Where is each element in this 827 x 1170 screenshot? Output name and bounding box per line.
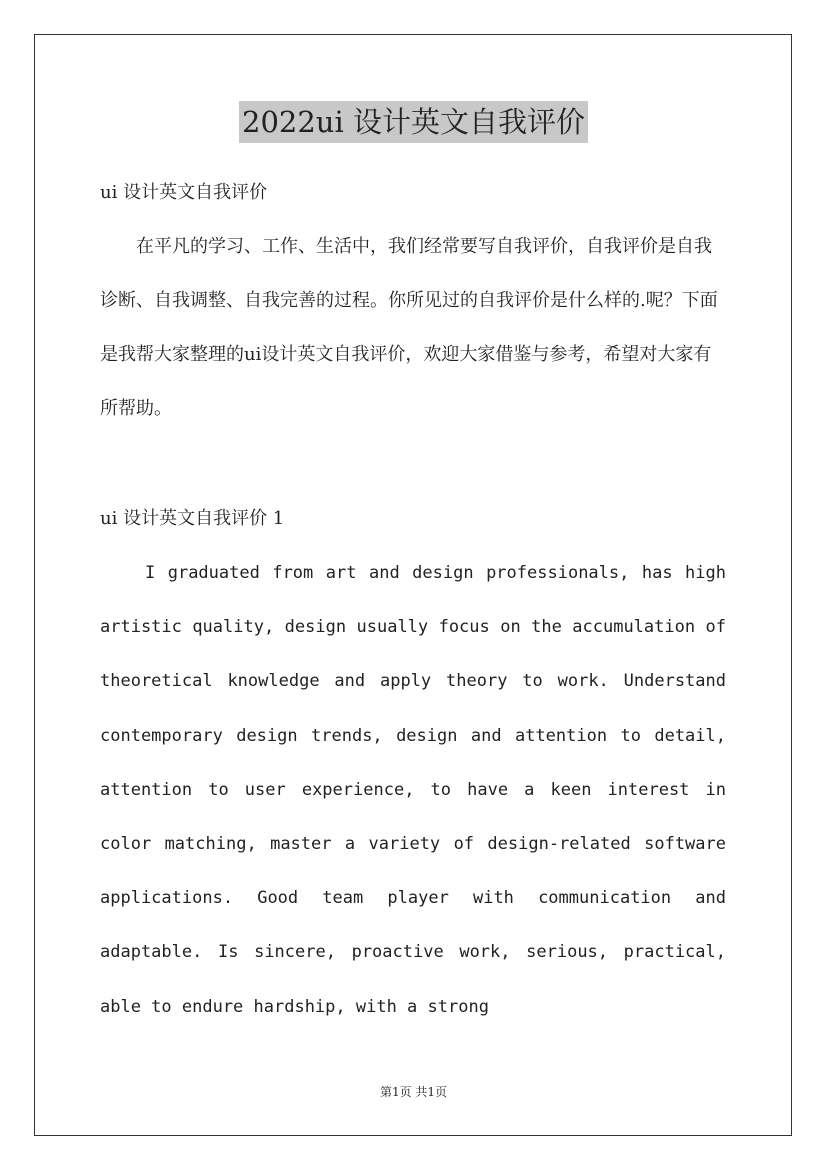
intro-paragraph: 在平凡的学习、工作、生活中，我们经常要写自我评价，自我评价是自我诊断、自我调整、自我完善的过程。你所见过的自我评价是什么样的.呢？下面是我帮大家整理的ui设计英文自我评价，欢迎大家借鉴与参考，希望对大家有所帮助。	[100, 236, 718, 419]
title-container	[0, 101, 827, 143]
section-heading: ui 设计英文自我评价	[100, 182, 268, 203]
document-title: 2022ui 设计英文自我评价	[239, 101, 588, 143]
page-footer: 第1页 共1页	[379, 1085, 448, 1099]
section1-paragraph: I graduated from art and design professionals, has high artistic quality, design usually focus on the accumulation of theoretical knowledge and apply theory to work. Understand contemporary design trends, design and attention to detail, attention to user experience, to have a keen interest in color matching, master a variety of design-related software applications. Good team player with communication and adaptable. Is sincere, proactive work, serious, practical, able to endure hardship, with a strong	[100, 563, 726, 1017]
section1-heading: ui 设计英文自我评价 1	[100, 508, 285, 529]
